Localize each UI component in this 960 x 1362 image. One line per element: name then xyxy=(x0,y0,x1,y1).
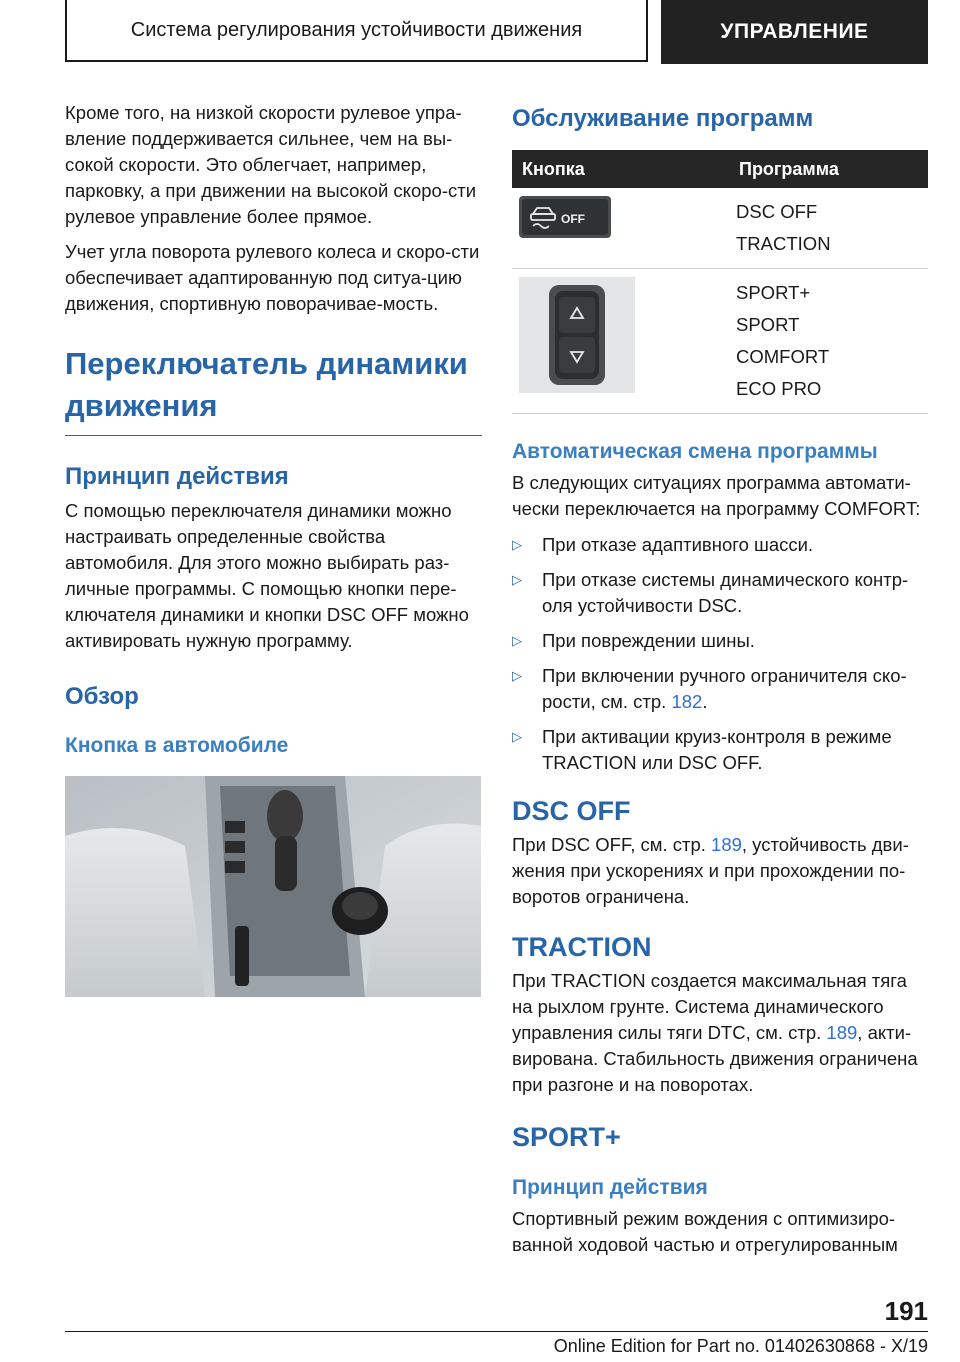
table-row xyxy=(512,188,928,269)
overview-heading: Обзор xyxy=(65,683,139,710)
auto-switch-heading: Автоматическая смена программы xyxy=(512,440,878,463)
list-item: ▷ При активации круиз-контроля в режиме TRACTION или DSC OFF. xyxy=(512,726,892,773)
driving-dynamics-switch-icon xyxy=(519,277,635,393)
triangle-bullet-icon: ▷ xyxy=(512,537,522,552)
dsc-off-icon-label: OFF xyxy=(561,212,585,226)
table-cell-icon xyxy=(512,269,729,414)
dsc-off-heading: DSC OFF xyxy=(512,796,631,826)
table-cell-icon xyxy=(512,188,729,269)
sport-plus-principle-heading: Принцип действия xyxy=(512,1176,708,1199)
triangle-bullet-icon: ▷ xyxy=(512,729,522,744)
page-header xyxy=(65,0,928,64)
list-item: ▷ При повреждении шины. xyxy=(512,628,928,654)
triangle-bullet-icon: ▷ xyxy=(512,668,522,683)
table-header-program: Программа xyxy=(729,150,928,188)
sport-plus-heading: SPORT+ xyxy=(512,1122,621,1152)
program-item: SPORT xyxy=(736,314,800,335)
page-number: 191 xyxy=(884,1296,928,1326)
triangle-bullet-icon: ▷ xyxy=(512,572,522,587)
auto-switch-text: В следующих ситуациях программа автомати-чески переключается на программу COMFORT: xyxy=(512,472,921,519)
program-item: DSC OFF xyxy=(736,201,818,222)
dsc-off-button-icon xyxy=(519,196,611,238)
table-header-button: Кнопка xyxy=(512,150,729,188)
traction-text: При TRACTION создается максимальная тяга на рыхлом грунте. Система динамического управления силы тяги DTC, см. стр. 189, акти-вирована. Стабильность движения ограничена при разгоне и на поворотах. xyxy=(512,970,918,1095)
chapter-title: УПРАВЛЕНИЕ xyxy=(661,0,928,64)
page-link-182[interactable]: 182 xyxy=(671,691,703,712)
intro-paragraph-2: Учет угла поворота рулевого колеса и скоро-сти обеспечивает адаптированную под ситуа-цию движения, спортивную поворачивае-мость. xyxy=(65,241,480,314)
auto-switch-list xyxy=(512,532,928,776)
programs-heading: Обслуживание программ xyxy=(512,105,814,132)
left-column xyxy=(65,100,482,997)
footer-edition: Online Edition for Part no. 01402630868 - X/19 xyxy=(553,1336,928,1356)
table-row xyxy=(512,269,928,414)
programs-table xyxy=(512,150,928,414)
program-item: COMFORT xyxy=(736,346,830,367)
footer-divider xyxy=(65,1331,928,1332)
table-header-row xyxy=(512,150,928,188)
intro-paragraph-1: Кроме того, на низкой скорости рулевое упра-вление поддерживается сильнее, чем на вы-сокой скорости. Это облегчает, например, парковку, а при движении на высокой скоро-сти рулевое управление более прямое. xyxy=(65,102,477,227)
principle-heading: Принцип действия xyxy=(65,463,289,490)
main-heading-block xyxy=(65,343,482,436)
right-column xyxy=(512,100,928,1258)
program-item: SPORT+ xyxy=(736,282,811,303)
table-cell-programs xyxy=(729,188,928,269)
table-cell-programs xyxy=(729,269,928,414)
main-heading: Переключатель динамики движения xyxy=(65,346,468,423)
car-console-photo xyxy=(65,776,481,997)
dsc-off-text: При DSC OFF, см. стр. 189, устойчивость дви-жения при ускорениях и при прохождении по-воротов ограничена. xyxy=(512,834,909,907)
button-in-car-heading: Кнопка в автомобиле xyxy=(65,734,289,757)
principle-text: С помощью переключателя динамики можно настраивать определенные свойства автомобиля. Для этого можно выбирать раз-личные программы. С помощью кнопки пере-ключателя динамики и кнопки DSC OFF можно активировать нужную программу. xyxy=(65,500,469,651)
page-link-189[interactable]: 189 xyxy=(711,834,742,855)
traction-heading: TRACTION xyxy=(512,932,652,962)
program-item: ECO PRO xyxy=(736,378,822,399)
list-item: ▷ При отказе системы динамического контр-оля устойчивости DSC. xyxy=(512,569,909,616)
sport-plus-text: Спортивный режим вождения с оптимизиро-ванной ходовой частью и отрегулированным xyxy=(512,1208,898,1255)
section-title: Система регулирования устойчивости движения xyxy=(65,0,648,62)
program-item: TRACTION xyxy=(736,233,831,254)
list-item: ▷ При включении ручного ограничителя ско-рости, см. стр. 182. xyxy=(512,665,907,712)
list-item: ▷ При отказе адаптивного шасси. xyxy=(512,532,928,558)
triangle-bullet-icon: ▷ xyxy=(512,633,522,648)
page-link-189[interactable]: 189 xyxy=(826,1022,858,1043)
